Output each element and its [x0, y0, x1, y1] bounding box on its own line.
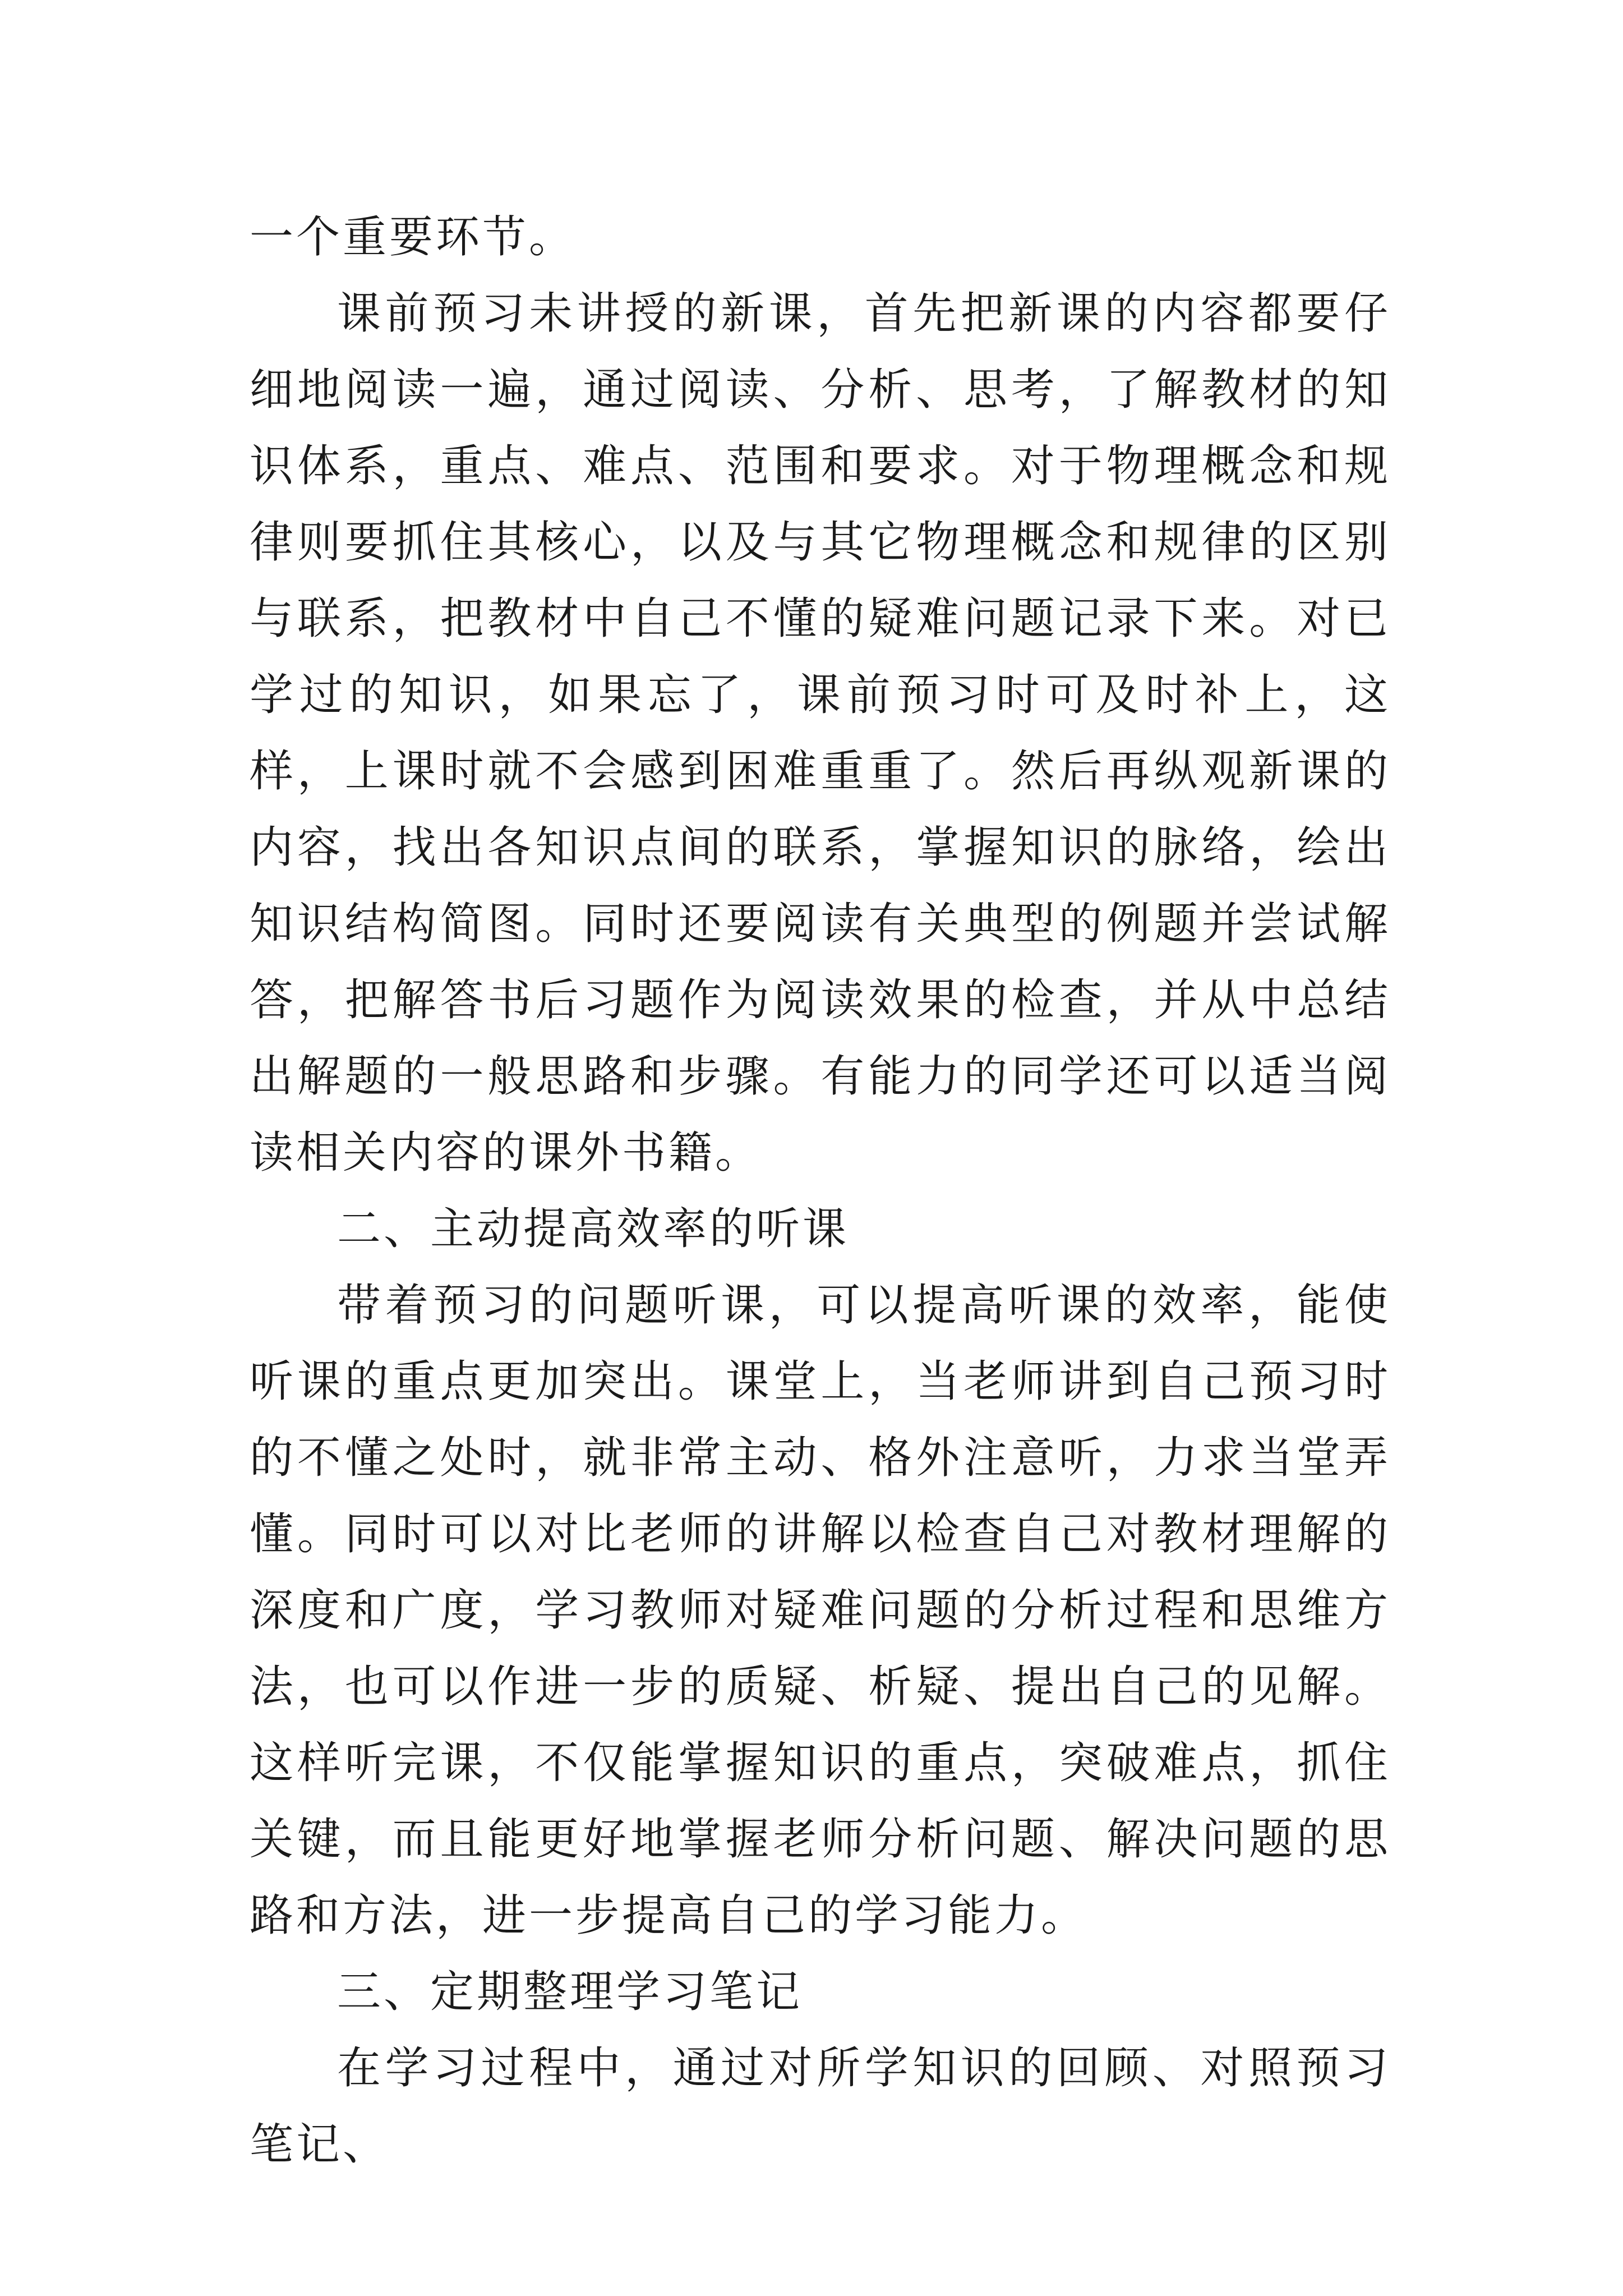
document-body — [250, 199, 1391, 2183]
paragraph-notes: 在学习过程中，通过对所学知识的回顾、对照预习笔记、 — [250, 2043, 1391, 2170]
section-heading-listening: 二、主动提高效率的听课 — [337, 1204, 850, 1254]
section-heading-notes: 三、定期整理学习笔记 — [337, 1967, 803, 2017]
paragraph-continuation: 一个重要环节。 — [250, 212, 576, 263]
paragraph-listening: 带着预习的问题听课，可以提高听课的效率，能使听课的重点更加突出。课堂上，当老师讲到自己预习时的不懂之处时，就非常主动、格外注意听，力求当堂弄懂。同时可以对比老师的讲解以检查自己对教材理解的深度和广度，学习教师对疑难问题的分析过程和思维方法，也可以作进一步的质疑、析疑、提出自己的见解。这样听完课，不仅能掌握知识的重点，突破难点，抓住关键，而且能更好地掌握老师分析问题、解决问题的思路和方法，进一步提高自己的学习能力。 — [250, 1280, 1391, 1941]
paragraph-preview-lesson: 课前预习未讲授的新课，首先把新课的内容都要仔细地阅读一遍，通过阅读、分析、思考，了解教材的知识体系，重点、难点、范围和要求。对于物理概念和规律则要抓住其核心，以及与其它物理概念和规律的区别与联系，把教材中自己不懂的疑难问题记录下来。对已学过的知识，如果忘了，课前预习时可及时补上，这样，上课时就不会感到困难重重了。然后再纵观新课的内容，找出各知识点间的联系，掌握知识的脉络，绘出知识结构简图。同时还要阅读有关典型的例题并尝试解答，把解答书后习题作为阅读效果的检查，并从中总结出解题的一般思路和步骤。有能力的同学还可以适当阅读相关内容的课外书籍。 — [250, 288, 1391, 1178]
